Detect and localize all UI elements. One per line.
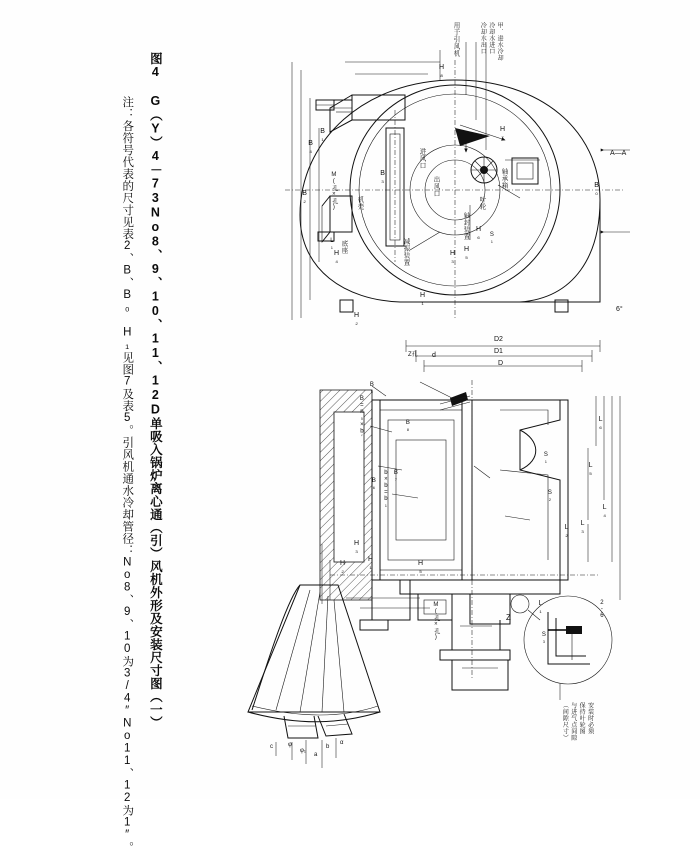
- dim-d: d: [432, 352, 436, 359]
- dim-S1-side: S₁: [542, 452, 549, 465]
- z-detail-view: [511, 595, 612, 700]
- callout-impeller: 叶轮: [478, 196, 486, 210]
- dim-B8: B₈: [404, 420, 411, 433]
- dim-D1: D1: [494, 348, 503, 355]
- dim-L4: L₄: [601, 504, 609, 519]
- detail-callout-text: 安装时必须 保持叶轮图 与进气点间隙 （间隙尺寸）: [561, 702, 593, 741]
- dim-S1: S₁: [488, 232, 495, 245]
- angle-label: 6°: [616, 306, 623, 313]
- callout-vibration-damper: 减振装置: [402, 238, 410, 266]
- callout-water-cooling: 甲．进水冷却 冷却水进口 冷却水出口: [479, 22, 503, 61]
- dim-M-holes: M(孔×孔): [330, 172, 337, 211]
- callout-outlet: 出风口: [432, 176, 440, 197]
- dim-B2: B₂: [301, 190, 309, 205]
- dim-H1-side: H₁: [367, 556, 375, 571]
- callout-shaft-seal: 轴封装置: [462, 212, 470, 240]
- dim-H7: H₇: [499, 126, 507, 141]
- dim-H4: H₄: [333, 250, 341, 265]
- dim-B-formula: B=n₀×b′: [358, 396, 365, 442]
- dim-D: D: [498, 360, 504, 367]
- dim-H6: H₆: [475, 226, 483, 241]
- dim-M-holes-side: M(孔×孔): [432, 602, 439, 641]
- dim-L6: L₆: [597, 416, 605, 431]
- label-alpha: α: [340, 740, 344, 746]
- dim-B4: B₄: [307, 140, 315, 155]
- section-label-aa: A—A: [610, 150, 627, 157]
- dim-L5: L₅: [587, 462, 595, 477]
- label-phi1: φ₁: [300, 748, 306, 754]
- dim-B3: B₃: [379, 170, 387, 185]
- callout-fan-motor: 用于引风机: [452, 22, 460, 57]
- label-b: b: [326, 744, 330, 750]
- dim-L2-side: L₂: [563, 524, 571, 539]
- dim-H2: H₂: [353, 312, 361, 327]
- dim-B5: B₅: [368, 382, 375, 395]
- dim-B7: B₇: [392, 470, 399, 483]
- dim-S2-side: S₂: [546, 490, 553, 503]
- dim-L1-side: L₁: [537, 600, 545, 615]
- callout-inlet: 进风口: [418, 148, 426, 169]
- dim-H1: H₁: [419, 292, 427, 307]
- dim-H2-side: H₂: [339, 560, 347, 575]
- dim-H8: H₈: [438, 64, 446, 79]
- detail-label-z: Z: [506, 613, 511, 622]
- dim-H3: H₃: [449, 250, 457, 265]
- dim-B1: B₁: [319, 128, 327, 143]
- callout-bearing-box: 轴承箱: [500, 168, 508, 189]
- dim-b-formula: b×b=b₁: [382, 470, 389, 509]
- figure-caption: 图4 G（Y）4－73No8、9、10、11、12D单吸入锅炉离心通（引）风机外形及安装尺寸图（一）: [148, 52, 163, 729]
- label-phi: φ: [288, 742, 292, 748]
- dim-H5-side: H₅: [417, 560, 425, 575]
- dim-H5: H₅: [463, 246, 471, 261]
- impeller-perspective-view: [248, 585, 380, 768]
- callout-casing: 机壳: [356, 196, 364, 210]
- dim-B6: B₆: [370, 478, 377, 491]
- dim-B0: B₀: [593, 182, 601, 197]
- figure-note: 注：各符号代表的尺寸见表2、B、B₀ H₁见图7及表5。引风机通水冷却管径：No8、9、10为3/4″No11、12为1″。: [121, 96, 134, 854]
- side-section-view: [320, 340, 620, 690]
- label-c: c: [270, 744, 273, 750]
- dim-Z-holes: Z孔: [408, 352, 418, 358]
- dim-2-6: 2-6: [598, 600, 605, 620]
- dim-L1: L₁: [328, 238, 335, 251]
- label-a: a: [314, 752, 318, 758]
- dim-H3-side: H₃: [353, 540, 361, 555]
- dim-D2: D2: [494, 336, 503, 343]
- callout-base: 底座: [340, 240, 348, 254]
- dim-L3: L₃: [579, 520, 587, 535]
- dim-S3-side: S₃: [540, 632, 547, 645]
